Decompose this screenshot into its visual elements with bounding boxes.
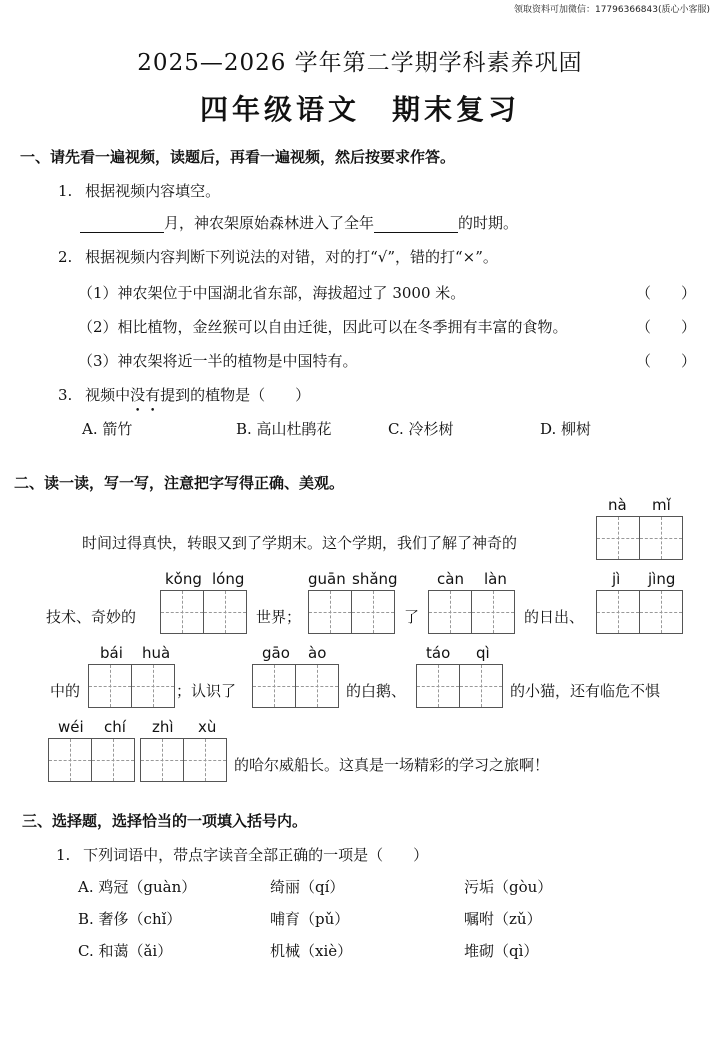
s1-q3-text-pre: 视频中	[85, 386, 131, 404]
s1-q2-label: 2.	[58, 248, 73, 266]
choice-c-word3: 堆砌（qì）	[464, 942, 539, 960]
s1-q2	[58, 246, 498, 267]
s1-q1-fill-line	[80, 212, 518, 233]
pinyin-label: xù	[198, 718, 217, 736]
s2-line2-b: 世界；	[256, 608, 302, 626]
s2-line3-b: ；认识了	[176, 682, 237, 700]
writing-cell[interactable]	[91, 738, 135, 782]
pinyin-label: qì	[476, 644, 490, 662]
pinyin-label: táo	[426, 644, 451, 662]
choice-a-word1[interactable]: A. 鸡冠（guàn）	[78, 878, 197, 896]
choice-b-word2: 哺育（pǔ）	[270, 910, 350, 928]
pinyin-label: huà	[142, 644, 171, 662]
pinyin-label: gāo	[262, 644, 290, 662]
writing-cell[interactable]	[140, 738, 184, 782]
s2-line3-a: 中的	[50, 682, 81, 700]
s1-q3-text-post: 提到的植物是（ ）	[160, 386, 311, 404]
s2-line1-text: 时间过得真快，转眼又到了学期末。这个学期，我们了解了神奇的	[82, 534, 518, 552]
pinyin-label: jìng	[648, 570, 676, 588]
s3-q1-text: 下列词语中，带点字读音全部正确的一项是（ ）	[83, 846, 429, 864]
option-c[interactable]: C. 冷杉树	[388, 420, 454, 438]
writing-grid-konglong[interactable]	[160, 590, 247, 634]
pinyin-label: wéi	[58, 718, 84, 736]
answer-blank[interactable]	[80, 217, 164, 233]
exam-title: 2025—2026 学年第二学期学科素养巩固	[137, 50, 583, 76]
writing-cell[interactable]	[252, 664, 296, 708]
writing-grid-jijing[interactable]	[596, 590, 683, 634]
s1-q2-item: （2）相比植物，金丝猴可以自由迁徙，因此可以在冬季拥有丰富的食物。	[78, 318, 568, 336]
pinyin-label: jì	[612, 570, 621, 588]
s2-line2-c: 了	[404, 608, 420, 626]
pinyin-label: guān	[308, 570, 346, 588]
pinyin-label: mǐ	[652, 496, 671, 514]
choice-a-word2: 绮丽（qí）	[270, 878, 345, 896]
writing-cell[interactable]	[459, 664, 503, 708]
s1-q1-label: 1.	[58, 182, 73, 200]
writing-cell[interactable]	[295, 664, 339, 708]
pinyin-label: làn	[484, 570, 507, 588]
watermark: 领取资料可加微信：17796366843(质心小客服)	[513, 5, 710, 15]
choice-c-word2: 机械（xiè）	[270, 942, 353, 960]
answer-paren[interactable]: （ ）	[636, 352, 697, 370]
writing-cell[interactable]	[351, 590, 395, 634]
choice-c-word1[interactable]: C. 和蔼（ǎi）	[78, 942, 173, 960]
s2-line3-d: 的小猫，还有临危不惧	[510, 682, 661, 700]
writing-grid-taoqi[interactable]	[416, 664, 503, 708]
writing-cell[interactable]	[131, 664, 175, 708]
writing-grid-baihua[interactable]	[88, 664, 175, 708]
writing-cell[interactable]	[428, 590, 472, 634]
option-a[interactable]: A. 箭竹	[82, 420, 133, 438]
dotted-char: 有	[145, 386, 161, 404]
writing-cell[interactable]	[639, 516, 683, 560]
writing-cell[interactable]	[203, 590, 247, 634]
s1-q1	[58, 180, 220, 201]
pinyin-label: bái	[100, 644, 123, 662]
writing-cell[interactable]	[471, 590, 515, 634]
s1-q2-item: （1）神农架位于中国湖北省东部，海拔超过了 3000 米。	[78, 284, 466, 302]
writing-grid-gaoao[interactable]	[252, 664, 339, 708]
s3-q1	[56, 844, 428, 865]
pinyin-label: càn	[437, 570, 464, 588]
pinyin-label: shǎng	[352, 570, 398, 588]
pinyin-label: lóng	[212, 570, 245, 588]
s2-line4: 的哈尔威船长。这真是一场精彩的学习之旅啊！	[234, 756, 550, 774]
s1-q1-part-a: 月，神农架原始森林进入了全年	[164, 214, 375, 232]
writing-grid-canlan[interactable]	[428, 590, 515, 634]
writing-cell[interactable]	[48, 738, 92, 782]
writing-cell[interactable]	[416, 664, 460, 708]
writing-cell[interactable]	[183, 738, 227, 782]
option-b[interactable]: B. 高山杜鹃花	[236, 420, 332, 438]
pinyin-label: kǒng	[165, 570, 202, 588]
writing-cell[interactable]	[596, 590, 640, 634]
s1-q2-item: （3）神农架将近一半的植物是中国特有。	[78, 352, 358, 370]
answer-blank[interactable]	[374, 217, 458, 233]
pinyin-label: zhì	[152, 718, 174, 736]
s2-line2-d: 的日出、	[524, 608, 585, 626]
pinyin-label: ào	[308, 644, 327, 662]
pinyin-label: chí	[104, 718, 126, 736]
s1-q1-text: 根据视频内容填空。	[85, 182, 221, 200]
section2-heading: 二、读一读，写一写，注意把字写得正确、美观。	[14, 474, 345, 492]
writing-cell[interactable]	[160, 590, 204, 634]
option-d[interactable]: D. 柳树	[540, 420, 592, 438]
writing-grid-zhixu[interactable]	[140, 738, 227, 782]
writing-cell[interactable]	[88, 664, 132, 708]
section3-heading: 三、选择题，选择恰当的一项填入括号内。	[22, 812, 308, 830]
choice-b-word3: 嘱咐（zǔ）	[464, 910, 542, 928]
section1-heading: 一、请先看一遍视频，读题后，再看一遍视频，然后按要求作答。	[20, 148, 456, 166]
exam-subtitle: 四年级语文 期末复习	[199, 93, 520, 126]
dotted-char: 没	[130, 386, 146, 404]
writing-cell[interactable]	[596, 516, 640, 560]
writing-grid-weichi[interactable]	[48, 738, 135, 782]
writing-cell[interactable]	[308, 590, 352, 634]
s2-line2-a: 技术、奇妙的	[46, 608, 137, 626]
answer-paren[interactable]: （ ）	[636, 284, 697, 302]
writing-grid-nami[interactable]	[596, 516, 683, 560]
answer-paren[interactable]: （ ）	[636, 318, 697, 336]
s1-q3	[58, 384, 310, 405]
s3-q1-label: 1.	[56, 846, 71, 864]
pinyin-label: nà	[608, 496, 627, 514]
s1-q1-part-b: 的时期。	[458, 214, 519, 232]
s1-q3-label: 3.	[58, 386, 73, 404]
choice-b-word1[interactable]: B. 奢侈（chǐ）	[78, 910, 182, 928]
writing-cell[interactable]	[639, 590, 683, 634]
s2-line3-c: 的白鹅、	[346, 682, 407, 700]
choice-a-word3: 污垢（gòu）	[464, 878, 553, 896]
s1-q2-text: 根据视频内容判断下列说法的对错，对的打“√”，错的打“×”。	[85, 248, 498, 266]
writing-grid-guanshang[interactable]	[308, 590, 395, 634]
